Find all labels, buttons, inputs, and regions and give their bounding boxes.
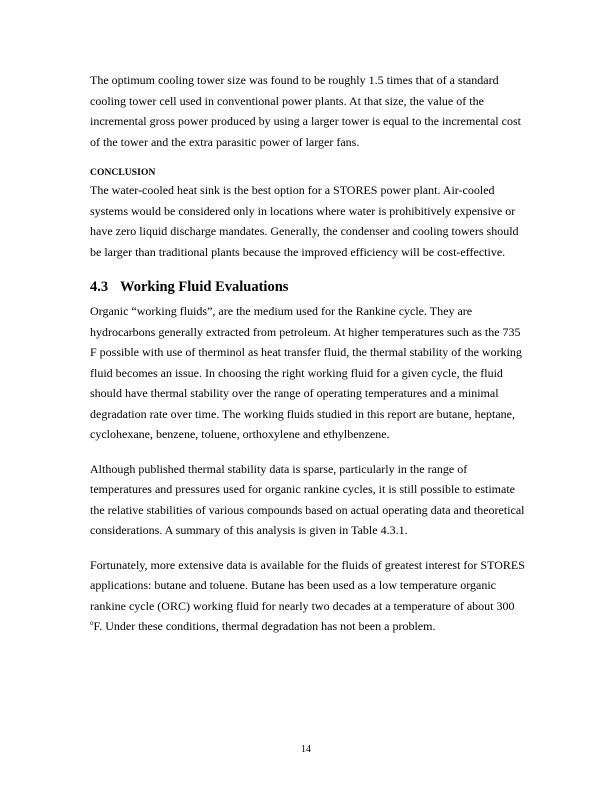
paragraph-conclusion: The water-cooled heat sink is the best option for a STORES power plant. Air-cooled systems would be considered only in locations where water is prohibitively expensive or have zero liquid discharge mandates. Generally, the condenser and cooling towers should be larger than traditional plants because the improved efficiency will be cost-effective. <box>90 183 519 259</box>
page-number: 14 <box>301 744 311 755</box>
document-body <box>90 70 526 637</box>
conclusion-heading: CONCLUSION <box>90 168 156 178</box>
paragraph-cooling-tower-size: The optimum cooling tower size was found to be roughly 1.5 times that of a standard cooling tower cell used in conventional power plants. At that size, the value of the incremental gross power produced by using a larger tower is equal to the incremental cost of the tower and the extra parasitic power of larger fans. <box>90 73 521 149</box>
section-title: Working Fluid Evaluations <box>120 279 289 295</box>
paragraph-text-after: F. Under these conditions, thermal degradation has not been a problem. <box>93 619 436 633</box>
paragraph-thermal-stability: Although published thermal stability data is sparse, particularly in the range of temperatures and pressures used for organic rankine cycles, it is still possible to estimate the relative stabilities of various compounds based on actual operating data and theoretical considerations. A summary of this analysis is given in Table 4.3.1. <box>90 461 525 537</box>
section-heading <box>90 277 526 297</box>
section-number: 4.3 <box>90 279 109 295</box>
degree-symbol: o <box>90 619 94 627</box>
paragraph-text-before: Fortunately, more extensive data is available for the fluids of greatest interest for STORES applications: butane and toluene. Butane has been used as a low temperature organic rankine cycle (ORC) working fluid for nearly two decades at a temperature of about 300 <box>90 557 525 613</box>
paragraph-working-fluids: Organic “working fluids”, are the medium used for the Rankine cycle. They are hydrocarbons generally extracted from petroleum. At higher temperatures such as the 735 F possible with use of therminol as heat transfer fluid, the thermal stability of the working fluid becomes an issue. In choosing the right working fluid for a given cycle, the fluid should have thermal stability over the range of operating temperatures and a minimal degradation rate over time. The working fluids studied in this report are butane, heptane, cyclohexane, benzene, toluene, orthoxylene and ethylbenzene. <box>90 304 522 441</box>
paragraph-butane-toluene <box>90 555 526 637</box>
